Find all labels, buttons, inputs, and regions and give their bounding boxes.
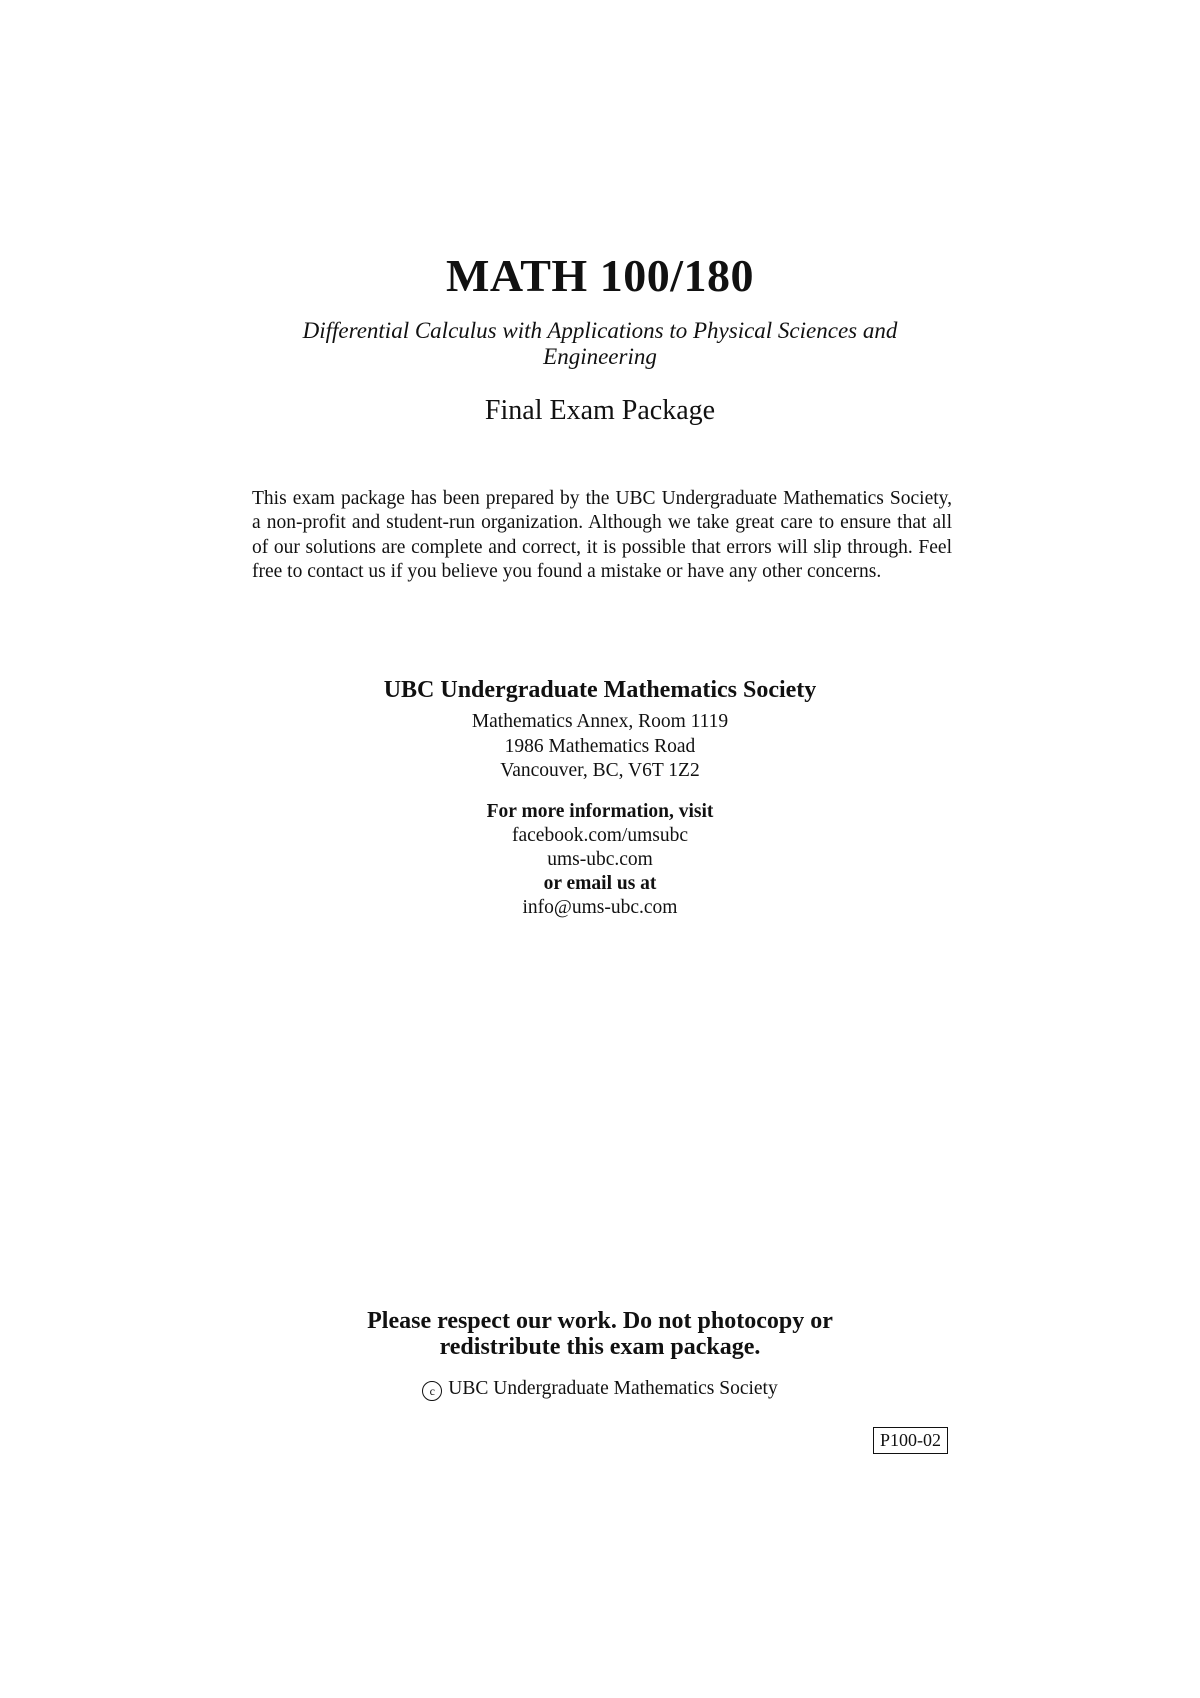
respect-notice: Please respect our work. Do not photocopy or redistribute this exam package.: [367, 1308, 833, 1360]
facebook-link[interactable]: facebook.com/umsubc: [512, 825, 688, 846]
address-line-city: Vancouver, BC, V6T 1Z2: [500, 760, 700, 781]
email-heading: or email us at: [543, 873, 657, 894]
address-line-room: Mathematics Annex, Room 1119: [471, 711, 729, 732]
course-subtitle: Differential Calculus with Applications to Physical Sciences and Engineering: [302, 318, 898, 369]
society-address: [0, 710, 1200, 784]
copyright-icon: c: [422, 1381, 442, 1401]
visit-heading: For more information, visit: [486, 801, 714, 822]
contact-info: [0, 800, 1200, 920]
package-label: Final Exam Package: [484, 395, 716, 426]
email-link[interactable]: info@ums-ubc.com: [522, 897, 678, 918]
package-code-badge: P100-02: [873, 1427, 948, 1454]
address-line-street: 1986 Mathematics Road: [504, 735, 696, 757]
website-link[interactable]: ums-ubc.com: [547, 849, 653, 870]
course-title: MATH 100/180: [446, 250, 754, 301]
copyright-text: UBC Undergraduate Mathematics Society: [448, 1378, 778, 1399]
intro-paragraph: This exam package has been prepared by the UBC Undergraduate Mathematics Society, a non-profit and student-run organization. Although we take great care to ensure that all of our solutions are complete and correct, it is possible that errors will slip through. Feel free to contact us if you believe you found a mistake or have any other concerns.: [252, 488, 952, 582]
copyright-line: [0, 1377, 1200, 1401]
society-name: UBC Undergraduate Mathematics Society: [383, 677, 817, 703]
